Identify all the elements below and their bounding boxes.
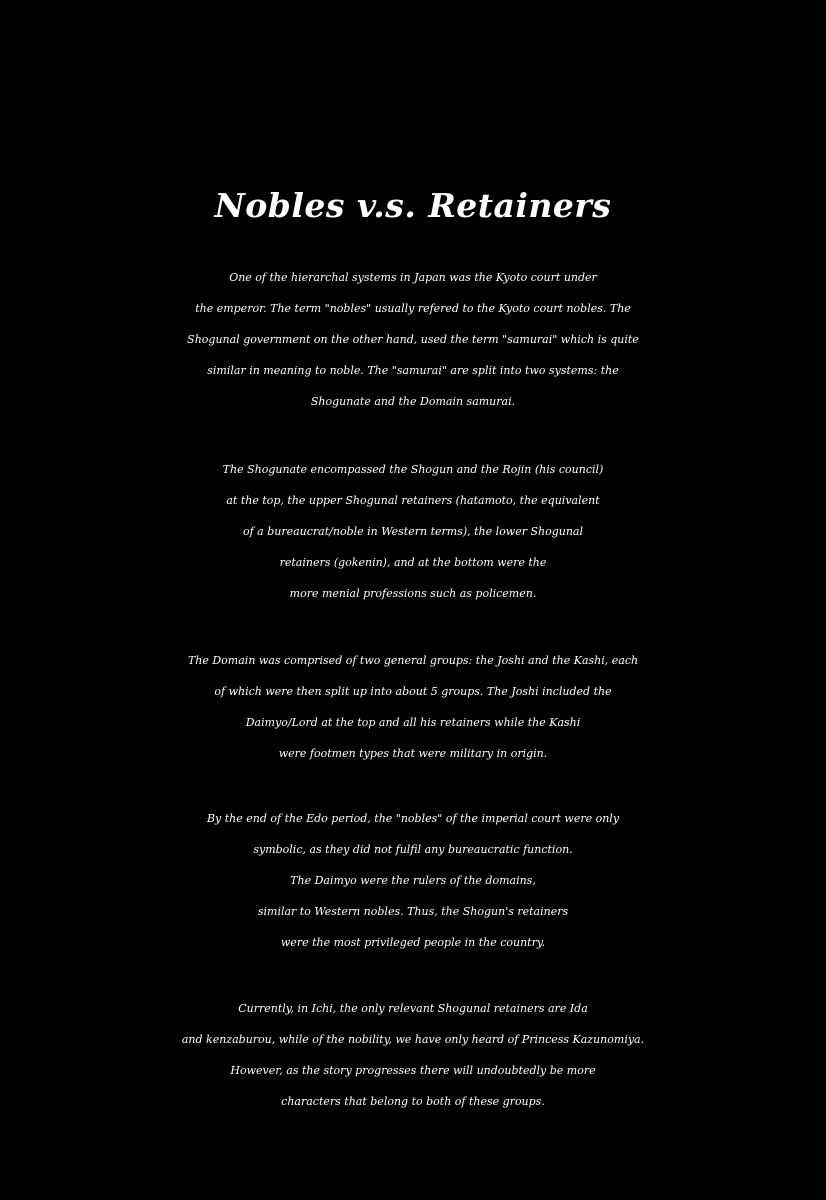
paragraph-kyoto-court (0, 262, 826, 417)
text-line: at the top, the upper Shogunal retainers (hatamoto, the equivalent (226, 494, 600, 507)
text-line: similar in meaning to noble. The "samurai" are split into two systems: the (207, 364, 619, 377)
text-line: similar to Western nobles. Thus, the Shogun's retainers (257, 905, 569, 918)
text-line: characters that belong to both of these groups. (281, 1095, 545, 1108)
text-line: of which were then split up into about 5 groups. The Joshi included the (214, 685, 612, 698)
text-line: The Domain was comprised of two general groups: the Joshi and the Kashi, each (187, 654, 639, 667)
paragraph-edo-period (0, 803, 826, 958)
text-line: Daimyo/Lord at the top and all his retainers while the Kashi (245, 716, 581, 729)
text-line: the emperor. The term "nobles" usually refered to the Kyoto court nobles. The (195, 302, 631, 315)
text-line: Shogunate and the Domain samurai. (310, 395, 516, 408)
text-line: and kenzaburou, while of the nobility, we have only heard of Princess Kazunomiya. (181, 1033, 645, 1046)
paragraph-domain (0, 645, 826, 769)
text-line: However, as the story progresses there will undoubtedly be more (230, 1064, 596, 1077)
text-line: were the most privileged people in the country. (280, 936, 546, 949)
text-line: of a bureaucrat/noble in Western terms), the lower Shogunal (242, 525, 583, 538)
page-title: Nobles v.s. Retainers (214, 186, 612, 225)
text-line: The Shogunate encompassed the Shogun and the Rojin (his council) (222, 463, 604, 476)
paragraph-shogunate (0, 454, 826, 609)
text-line: One of the hierarchal systems in Japan was the Kyoto court under (229, 271, 597, 284)
text-line: retainers (gokenin), and at the bottom were the (279, 556, 547, 569)
text-line: symbolic, as they did not fulfil any bureaucratic function. (253, 843, 573, 856)
text-line: were footmen types that were military in origin. (278, 747, 548, 760)
text-line: The Daimyo were the rulers of the domains, (290, 874, 536, 887)
text-line: By the end of the Edo period, the "nobles" of the imperial court were only (206, 812, 620, 825)
text-line: Shogunal government on the other hand, used the term "samurai" which is quite (187, 333, 639, 346)
text-line: more menial professions such as policemen. (289, 587, 537, 600)
paragraph-ichi (0, 993, 826, 1117)
text-line: Currently, in Ichi, the only relevant Shogunal retainers are Ida (238, 1002, 588, 1015)
